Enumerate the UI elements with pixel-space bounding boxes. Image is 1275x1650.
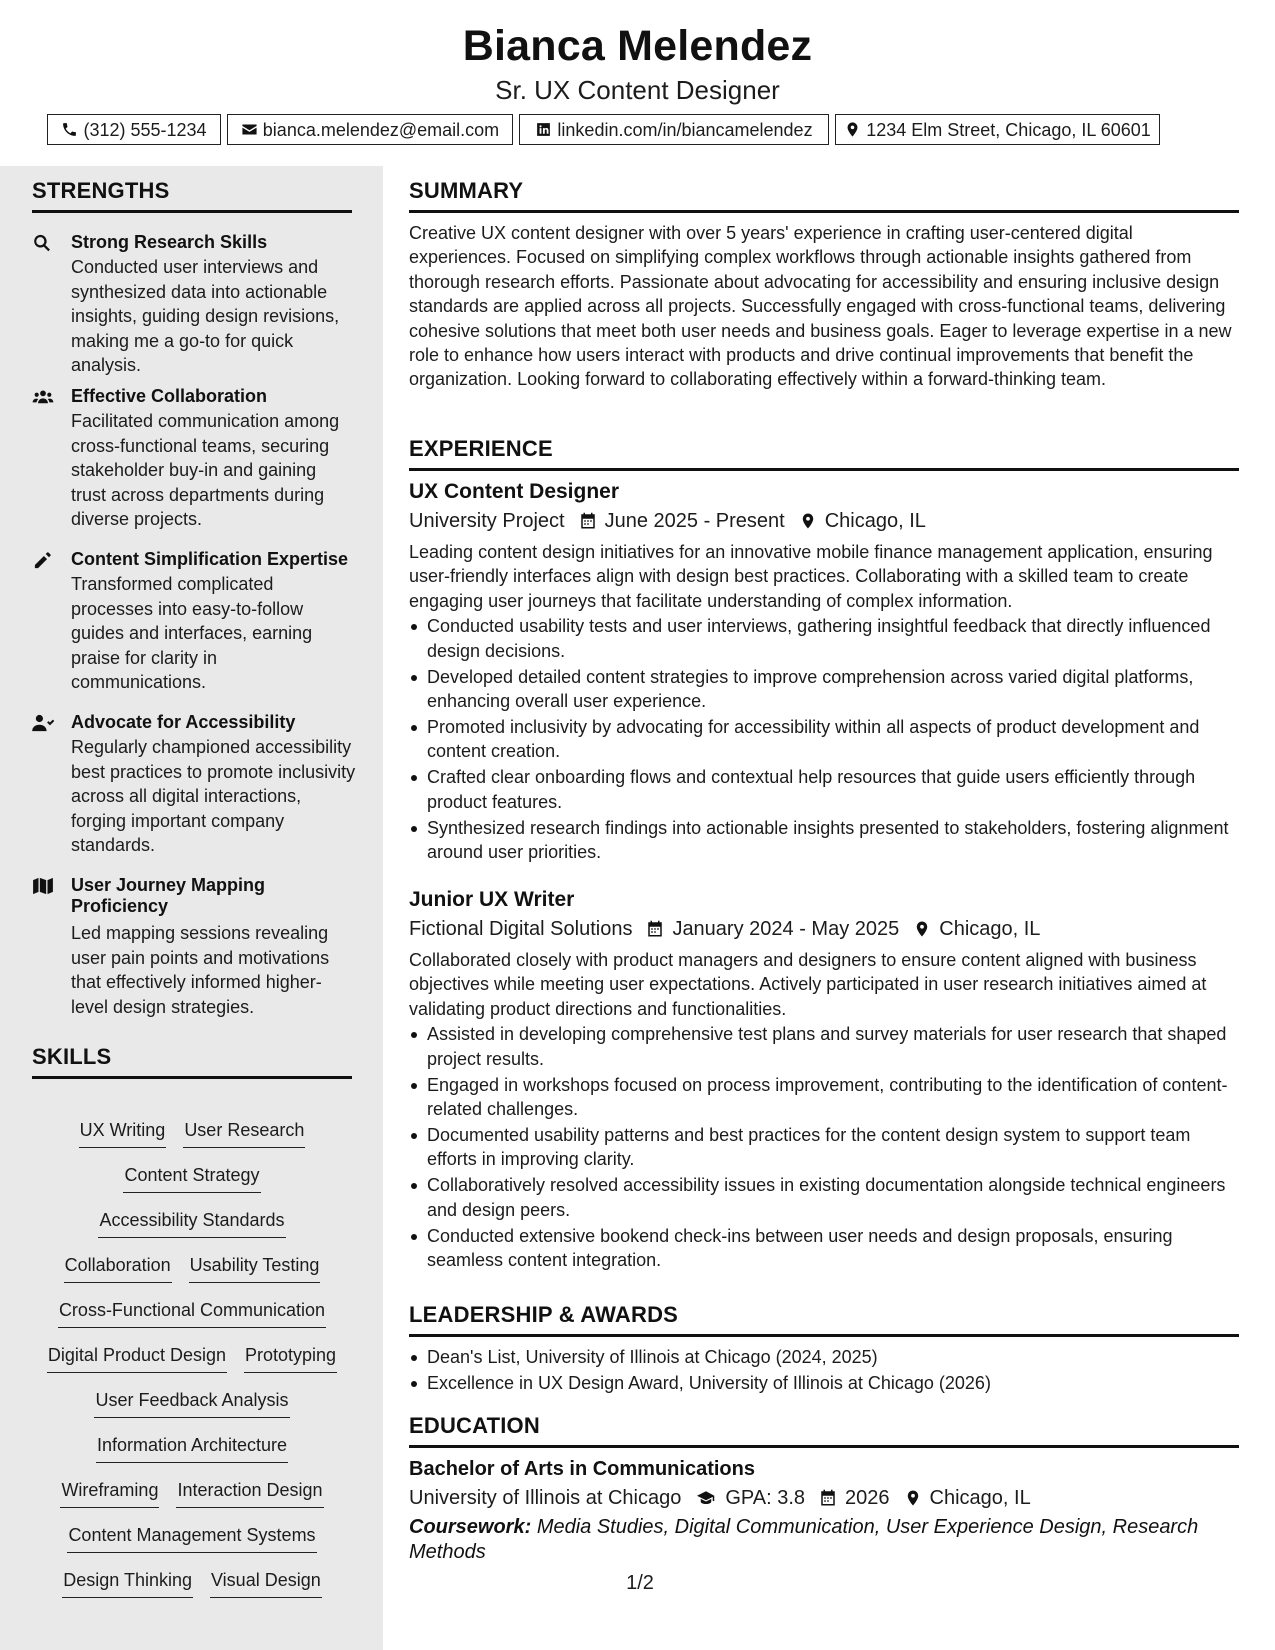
skill-tag: Interaction Design [176,1478,323,1508]
pencil-icon [32,551,56,571]
resume-header [0,0,1275,166]
skill-row [32,1253,352,1298]
contact-bar [47,114,1227,145]
education-location: Chicago, IL [929,1487,1031,1509]
graduation-year: 2026 [845,1487,890,1509]
strength-desc: Conducted user interviews and synthesized data into actionable insights, guiding design revisions, making me a go-to for quick analysis. [71,257,340,375]
skill-tag: Wireframing [60,1478,159,1508]
summary-section [409,178,1239,392]
contact-linkedin[interactable] [519,114,829,145]
job-bullet: Synthesized research findings into actionable insights presented to stakeholders, fostering alignment around user priorities. [409,816,1239,865]
calendar-icon [579,512,597,530]
candidate-title: Sr. UX Content Designer [495,75,780,105]
contact-phone[interactable] [47,114,221,145]
contact-address[interactable] [835,114,1160,145]
skill-tag: Information Architecture [96,1433,288,1463]
education-section [409,1413,1239,1565]
email-text: bianca.melendez@email.com [262,119,500,140]
skill-tag: Visual Design [210,1568,322,1598]
strengths-section [32,178,356,1017]
experience-heading: EXPERIENCE [409,436,1239,471]
map-pin-icon [904,1489,922,1507]
skill-row [32,1388,352,1433]
skill-tag: User Feedback Analysis [94,1388,289,1418]
skill-row [32,1343,352,1388]
job-dates: January 2024 - May 2025 [672,918,900,940]
summary-text: Creative UX content designer with over 5 years' experience in crafting user-centered digital experiences. Focused on simplifying complex workflows through actionable insights gathered from thorough research efforts. Passionate about advocating for accessibility and ensuring inclusive design standards are applied across all projects. Successfully engaged with cross-functional teams, delivering cohesive solutions that meet both user needs and business goals. Eager to leverage expertise in a new role to enhance how users interact with products and drive continual improvements that benefit the organization. Looking forward to collaborating effectively within a forward-thinking team. [409,223,1232,390]
job-meta [409,507,1239,535]
skill-tag: UX Writing [79,1118,167,1148]
gpa: GPA: 3.8 [725,1487,806,1509]
strength-title: Strong Research Skills [71,232,268,252]
skills-list [32,1118,352,1613]
education-meta [409,1484,1239,1512]
skills-heading: SKILLS [32,1044,352,1079]
envelope-icon [241,121,258,138]
graduation-cap-icon [695,1489,717,1507]
phone-text: (312) 555-1234 [83,119,207,140]
job-location: Chicago, IL [824,510,926,532]
job-meta [409,915,1239,943]
map-icon [32,877,56,897]
skill-tag: Collaboration [64,1253,172,1283]
calendar-icon [646,920,664,938]
job-bullets [409,1022,1239,1272]
strength-title: Content Simplification Expertise [71,549,349,569]
users-icon [32,388,56,408]
coursework-list: Media Studies, Digital Communication, User Experience Design, Research Methods [409,1516,1199,1563]
skill-row [32,1433,352,1478]
job-company: University Project [409,510,565,532]
job-bullet: Conducted extensive bookend check-ins between user needs and design proposals, ensuring seamless content integration. [409,1224,1239,1273]
skill-row [32,1118,352,1163]
strength-title: Advocate for Accessibility [71,712,296,732]
skill-tag: Prototyping [244,1343,337,1373]
degree: Bachelor of Arts in Communications [409,1458,755,1480]
job-company: Fictional Digital Solutions [409,918,633,940]
skill-tag: Cross-Functional Communication [58,1298,326,1328]
leadership-section [409,1302,1239,1397]
job-bullet: Engaged in workshops focused on process improvement, contributing to the identification of content-related challenges. [409,1073,1239,1122]
skill-tag: Usability Testing [189,1253,321,1283]
strength-desc: Led mapping sessions revealing user pain points and motivations that effectively informed higher-level design strategies. [71,923,330,1017]
summary-heading: SUMMARY [409,178,1239,213]
map-pin-icon [799,512,817,530]
skill-row [32,1523,352,1568]
job-location: Chicago, IL [939,918,1041,940]
user-check-icon [32,714,56,734]
strength-desc: Regularly championed accessibility best practices to promote inclusivity across all digital interactions, forging important company standards. [71,737,356,855]
strength-title: Effective Collaboration [71,386,268,406]
job-title: Junior UX Writer [409,888,575,911]
skill-row [32,1163,352,1208]
job-bullet: Crafted clear onboarding flows and contextual help resources that guide users efficiently through product features. [409,765,1239,814]
job-entry [409,479,1239,865]
experience-section [409,436,1239,866]
strength-desc: Facilitated communication among cross-functional teams, securing stakeholder buy-in and gaining trust across departments during diverse projects. [71,411,340,529]
job-bullets [409,614,1239,864]
linkedin-text: linkedin.com/in/biancamelendez [557,119,813,140]
calendar-icon [819,1489,837,1507]
candidate-name: Bianca Melendez [462,22,813,70]
linkedin-icon [535,121,552,138]
education-heading: EDUCATION [409,1413,1239,1448]
job-dates: June 2025 - Present [604,510,785,532]
skill-row [32,1208,352,1253]
strengths-heading: STRENGTHS [32,178,352,213]
job-description: Leading content design initiatives for an innovative mobile finance management application, ensuring user-friendly interfaces align with design best practices. Collaborating with a skilled team to create engaging user journeys that facilitate understanding of complex information. [409,542,1213,611]
award-item: Excellence in UX Design Award, University of Illinois at Chicago (2026) [409,1371,1239,1395]
skill-row [32,1478,352,1523]
search-icon [32,234,56,254]
skill-tag: Content Strategy [123,1163,260,1193]
map-pin-icon [844,121,861,138]
skill-row [32,1298,352,1343]
skills-section [32,1044,352,1079]
coursework [409,1515,1239,1565]
job-bullet: Assisted in developing comprehensive test plans and survey materials for user research that shaped project results. [409,1022,1239,1071]
contact-email[interactable] [227,114,513,145]
skill-tag: Design Thinking [62,1568,193,1598]
job-entry [409,887,1239,1274]
school: University of Illinois at Chicago [409,1487,682,1509]
skill-tag: Content Management Systems [67,1523,316,1553]
skill-row [32,1568,352,1613]
leadership-heading: LEADERSHIP & AWARDS [409,1302,1239,1337]
skill-tag: Digital Product Design [47,1343,227,1373]
job-bullet: Promoted inclusivity by advocating for accessibility within all aspects of product development and content creation. [409,715,1239,764]
job-bullet: Documented usability patterns and best practices for the content design system to support team efforts in improving clarity. [409,1123,1239,1172]
address-text: 1234 Elm Street, Chicago, IL 60601 [866,119,1151,140]
job-bullet: Collaboratively resolved accessibility issues in existing documentation alongside technical engineers and design peers. [409,1173,1239,1222]
strength-desc: Transformed complicated processes into easy-to-follow guides and interfaces, earning praise for clarity in communications. [71,574,313,692]
leadership-list [409,1345,1239,1395]
coursework-label: Coursework: [409,1516,532,1538]
map-pin-icon [913,920,931,938]
page-number: 1/2 [626,1572,654,1594]
phone-icon [61,121,78,138]
award-item: Dean's List, University of Illinois at Chicago (2024, 2025) [409,1345,1239,1369]
job-title: UX Content Designer [409,480,620,503]
skill-tag: Accessibility Standards [98,1208,285,1238]
strength-title: User Journey Mapping Proficiency [71,875,266,916]
skill-tag: User Research [183,1118,305,1148]
job-bullet: Conducted usability tests and user interviews, gathering insightful feedback that directly influenced design decisions. [409,614,1239,663]
job-description: Collaborated closely with product managers and designers to ensure content aligned with business objectives while meeting user expectations. Actively participated in user research initiatives aimed at validating product directions and functionalities. [409,950,1207,1019]
job-bullet: Developed detailed content strategies to improve comprehension across varied digital platforms, enhancing overall user experience. [409,665,1239,714]
